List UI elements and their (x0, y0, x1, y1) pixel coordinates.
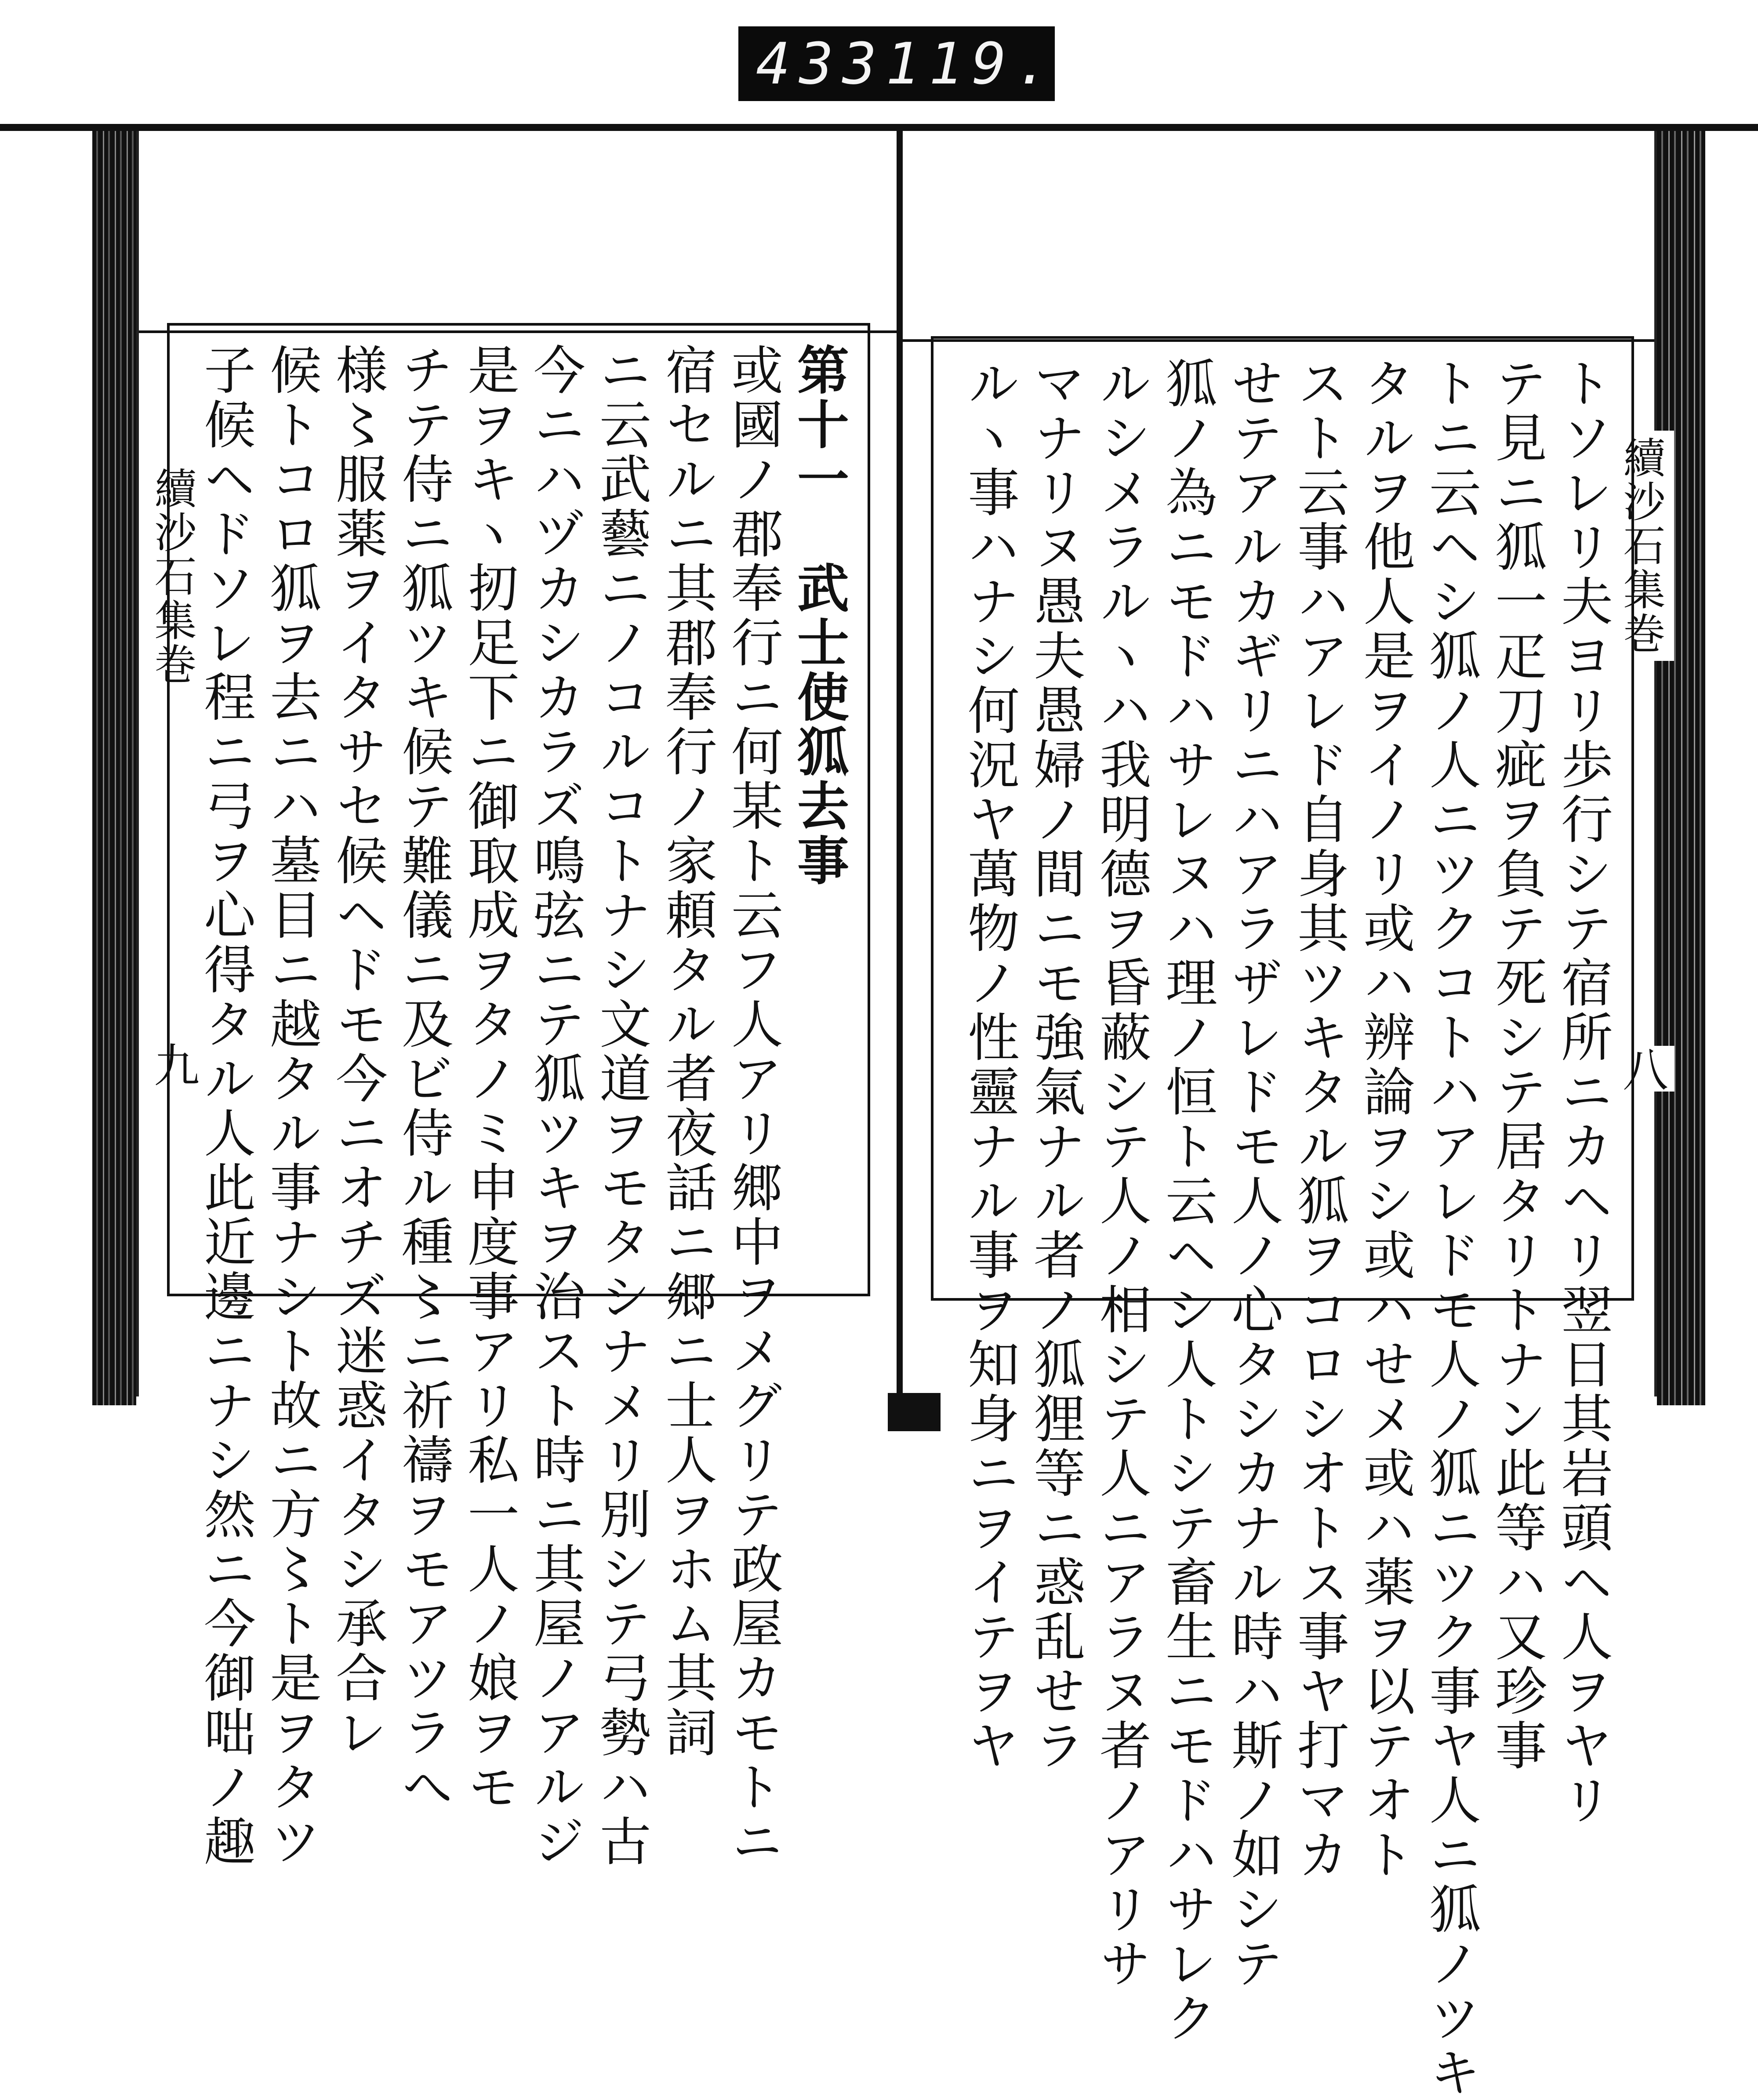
right-page-side-title: 續沙石集巻 (1609, 431, 1674, 661)
text-column: 今ニハヅカシカラズ鳴弦ニテ狐ツキヲ治スト時ニ其屋ノアルジ (525, 343, 585, 1869)
frame-number: 119. (885, 30, 1058, 97)
book-clip (888, 1393, 941, 1431)
text-column: テ見ニ狐一疋刀疵ヲ負テ死シテ居タリトナン此等ハ又珍事 (1486, 356, 1547, 1773)
volume-number: 433 (756, 30, 886, 97)
left-page-folio: 九 (140, 1041, 206, 1087)
left-book-edge (92, 131, 136, 1405)
text-column: ニ云武藝ニノコルコトナシ文道ヲモタシナメリ別シテ弓勢ハ古 (591, 343, 651, 1869)
text-column: タルヲ他人是ヲイノリ或ハ辨論ヲシ或ハせメ或ハ薬ヲ以テオト (1355, 356, 1415, 1882)
text-column: トソレリ夫ヨリ歩行シテ宿所ニカヘリ翌日其岩頭ヘ人ヲヤリ (1552, 356, 1613, 1828)
text-column: マナリヌ愚夫愚婦ノ間ニモ強氣ナル者ノ狐狸等ニ惑乱せラ (1025, 356, 1086, 1773)
text-column: ルヽ事ハナシ何況ヤ萬物ノ性靈ナル事ヲ知身ニヲイテヲヤ (959, 356, 1020, 1773)
text-column: 狐ノ為ニモドハサレヌハ理ノ恒ト云ヘシ人トシテ畜生ニモドハサレク (1157, 356, 1217, 2046)
text-column: 是ヲキヽ扨足下ニ御取成ヲタノミ申度事アリ私一人ノ娘ヲモ (459, 343, 519, 1814)
right-page-folio: 八 (1609, 1046, 1674, 1092)
left-page-side-title: 續沙石集巻 (140, 461, 205, 692)
right-page-text-frame (931, 336, 1634, 2100)
text-column: 子候ヘドソレ程ニ弓ヲ心得タル人此近邊ニナシ然ニ今御咄ノ趣 (195, 343, 256, 1869)
text-column: 候トコロ狐ヲ去ニハ墓目ニ越タル事ナシト故ニ方〻ト是ヲタツ (261, 343, 322, 1869)
text-column: チテ侍ニ狐ツキ候テ難儀ニ及ビ侍ル種〻ニ祈禱ヲモアツラへ (393, 343, 454, 1814)
book-gutter (897, 131, 903, 1431)
text-column: せテアルカギリニハアラザレドモ人ノ心タシカナル時ハ斯ノ如シテ (1223, 356, 1283, 1991)
text-column: 様〻服薬ヲイタサセ候ヘドモ今ニオチズ迷惑イタシ承合レ (327, 343, 388, 1760)
text-column: 宿セルニ其郡奉行ノ家頼タル者夜話ニ郷ニ士人ヲホム其詞 (657, 343, 717, 1760)
text-column: 第十一 武士使狐去事 (788, 343, 850, 888)
left-page-text-frame (167, 323, 870, 1869)
text-column: 或國ノ郡奉行ニ何某ト云フ人アリ郷中ヲメグリテ政屋カモトニ (723, 343, 783, 1869)
left-page-edge (136, 131, 139, 1396)
archive-label-bar (738, 26, 1058, 101)
text-column: ルシメラルヽハ我明德ヲ昏蔽シテ人ノ相シテ人ニアラヌ者ノアリサ (1091, 356, 1151, 1991)
right-page-edge (1654, 131, 1657, 1396)
top-rule (0, 124, 1758, 131)
text-column: トニ云ヘシ狐ノ人ニツクコトハアレドモ人ノ狐ニツク事ヤ人ニ狐ノツキ (1420, 356, 1481, 2100)
right-book-edge (1657, 131, 1705, 1405)
text-column: スト云事ハアレド自身其ツキタル狐ヲコロシオトス事ヤ打マカ (1289, 356, 1349, 1882)
